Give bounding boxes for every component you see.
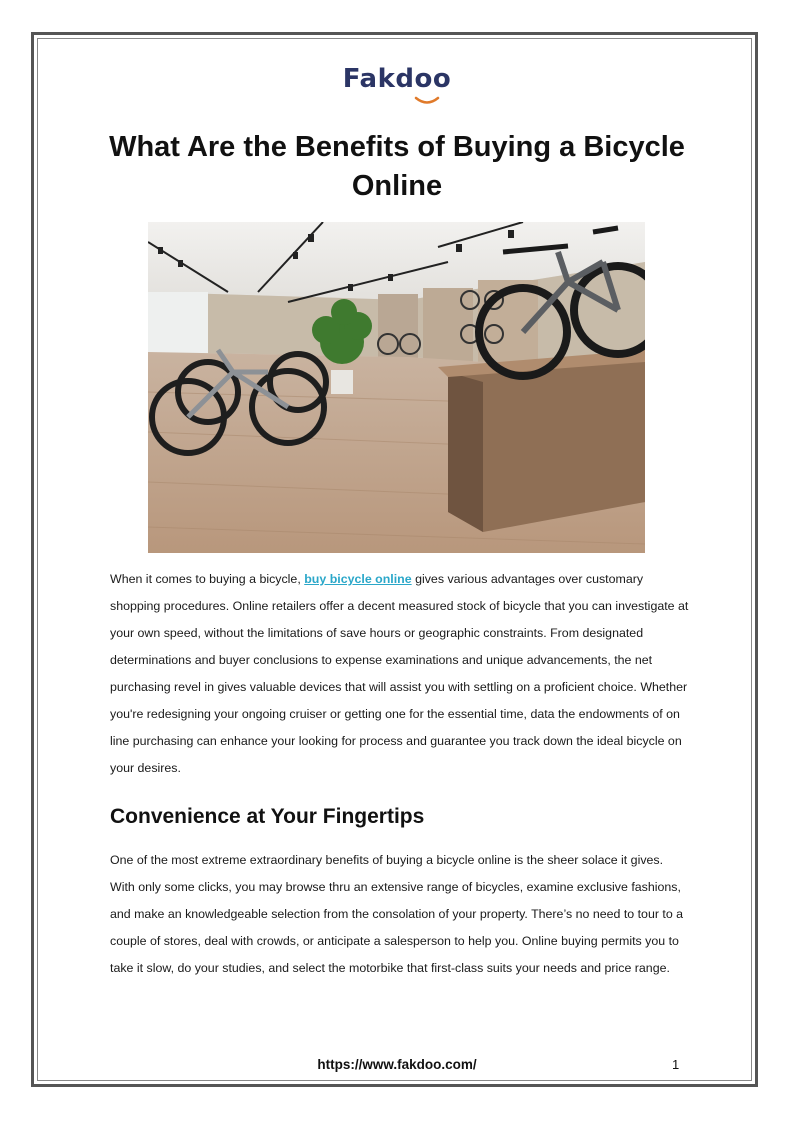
brand-name: Fakdoo xyxy=(342,64,452,94)
page-title: What Are the Benefits of Buying a Bicycle Online xyxy=(109,131,685,202)
intro-paragraph xyxy=(110,566,690,782)
page-number: 1 xyxy=(672,1057,680,1072)
smile-icon xyxy=(414,96,440,106)
intro-text-end: gives various advantages over customary shopping procedures. Online retailers offer a decent measured stock of bicycle that you can investigate at your own speed, without the limitations of save hours or geographic constraints. From designated determinations and buyer conclusions to expense examinations and unique advancements, the net purchasing revel in gives valuable devices that will assist you with settling on a proficient choice. Whether you're redesigning your ongoing cruiser or getting one for the essential time, data the endowments of on line purchasing can enhance your looking for process and guarantee you track down the ideal bicycle on your desires. xyxy=(110,572,689,775)
intro-text-start: When it comes to buying a bicycle, xyxy=(110,572,305,586)
bicycle-store-illustration xyxy=(148,222,645,553)
section-paragraph: One of the most extreme extraordinary benefits of buying a bicycle online is the sheer solace it gives. With only some clicks, you may browse thru an extensive range of bicycles, examine exclusive fashions, and make an knowledgeable selection from the consolation of your property. There’s no need to tour to a couple of stores, deal with crowds, or anticipate a salesperson to help you. Online buying permits you to take it slow, do your studies, and select the motorbike that first-class suits your needs and price range. xyxy=(110,853,684,975)
bicycle-store-photo xyxy=(148,222,645,553)
buy-bicycle-online-link[interactable]: buy bicycle online xyxy=(304,572,412,586)
footer-url: https://www.fakdoo.com/ xyxy=(317,1057,477,1072)
section-heading: Convenience at Your Fingertips xyxy=(110,805,425,828)
brand-logo xyxy=(0,64,794,94)
